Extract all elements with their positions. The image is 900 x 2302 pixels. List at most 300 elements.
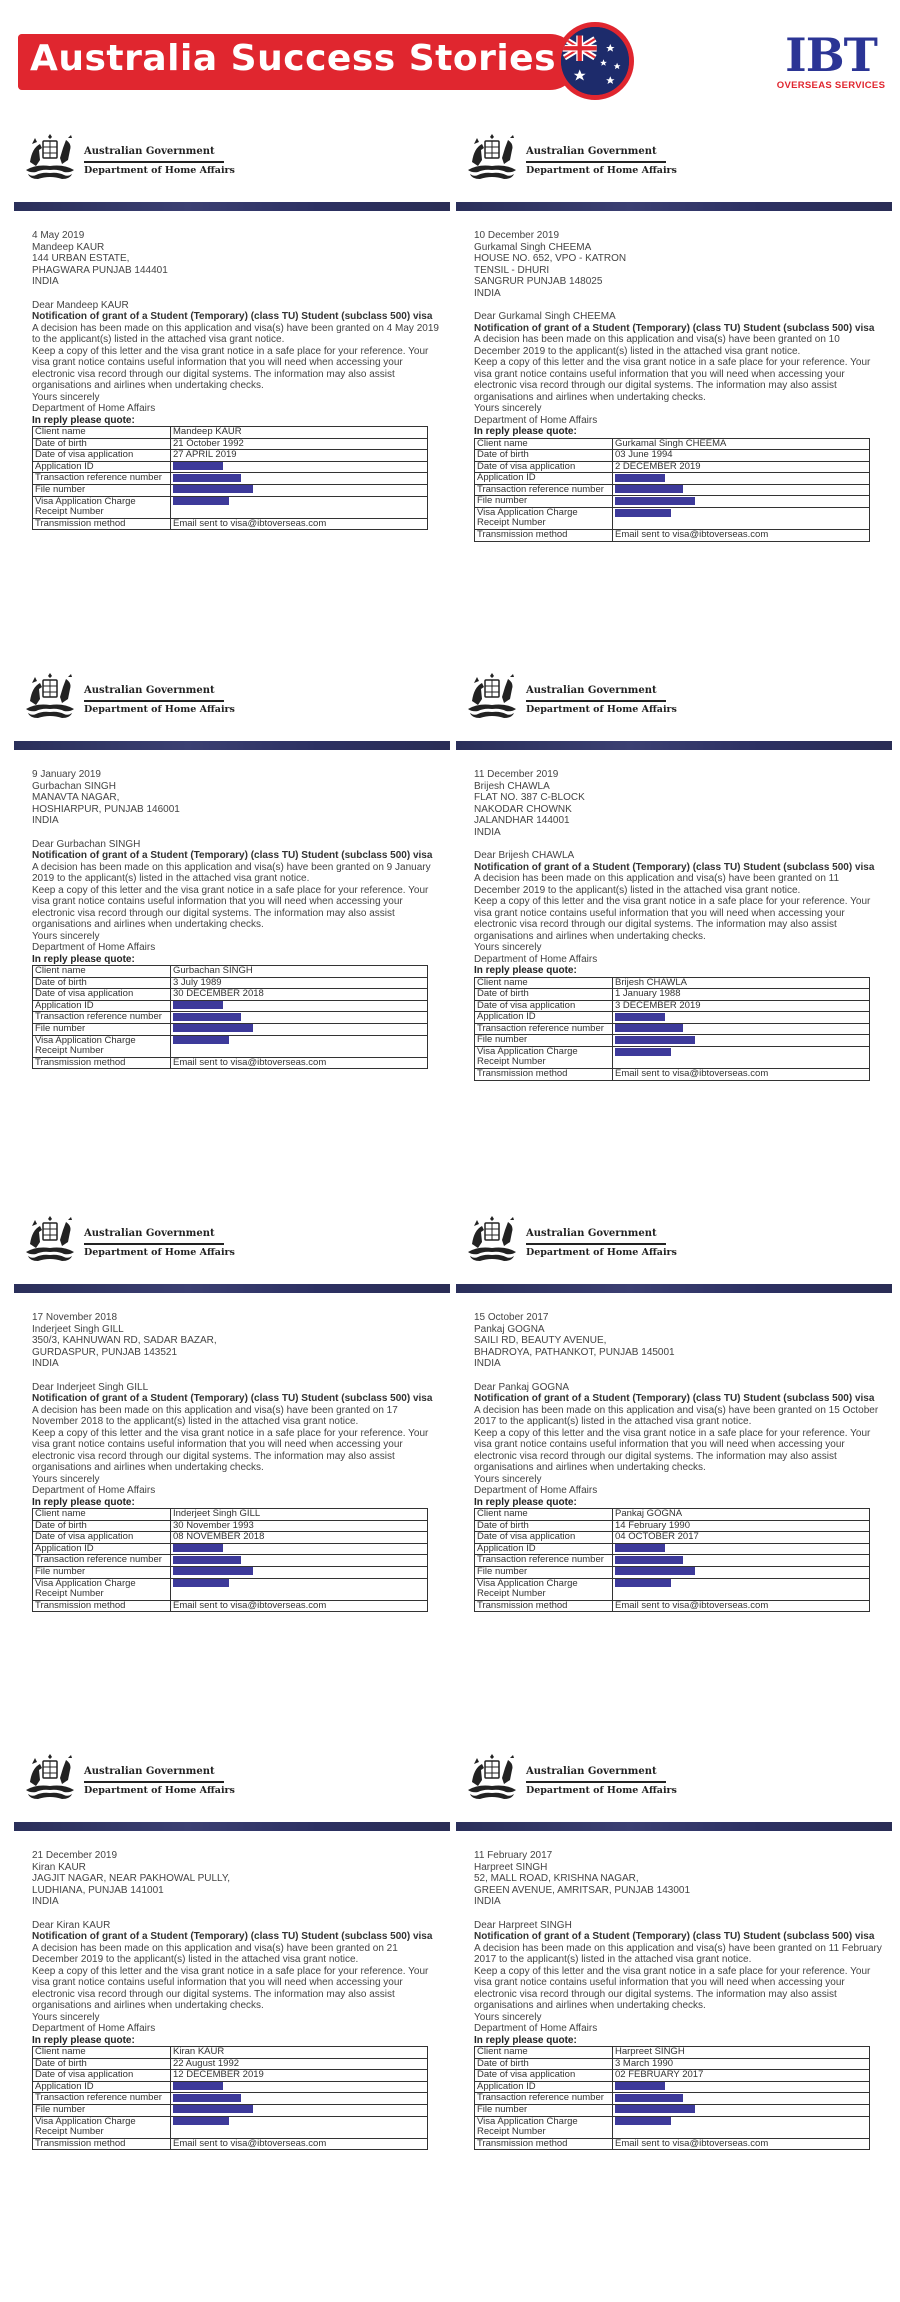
address-line: SANGRUR PUNJAB 148025 [474, 276, 603, 287]
table-label: Date of visa application [475, 1000, 613, 1012]
redaction-bar [173, 2094, 241, 2102]
table-row [33, 450, 428, 462]
address-line: BHADROYA, PATHANKOT, PUNJAB 145001 [474, 1346, 675, 1358]
letterhead-stripe [14, 1822, 450, 1831]
table-row [475, 1047, 870, 1069]
letter-subject: Notification of grant of a Student (Temporary) (class TU) Student (subclass 500) visa [474, 322, 875, 334]
dept-text: Department of Home Affairs [84, 1785, 235, 1796]
dept-text: Department of Home Affairs [84, 1247, 235, 1258]
recipient-address [474, 1862, 884, 1908]
letterhead-stripe [456, 202, 892, 211]
signoff: Department of Home Affairs [474, 1485, 598, 1496]
table-label: Transmission method [475, 1069, 613, 1081]
table-label: File number [33, 1023, 171, 1035]
coat-of-arms-icon [464, 671, 520, 721]
letter-body [32, 769, 442, 1069]
address-line: HOSHIARPUR, PUNJAB 146001 [32, 803, 180, 815]
recipient-address [474, 1324, 884, 1370]
address-line: 350/3, KAHNUWAN RD, SADAR BAZAR, [32, 1335, 217, 1346]
table-label: File number [475, 1566, 613, 1578]
table-row [33, 496, 428, 518]
gov-text: Australian Government [84, 1228, 215, 1239]
table-value: 21 October 1992 [171, 438, 428, 450]
salutation: Dear Kiran KAUR [32, 1919, 111, 1931]
dept-text: Department of Home Affairs [526, 1785, 677, 1796]
table-value: 3 March 1990 [613, 2058, 870, 2070]
table-row [33, 2104, 428, 2116]
coat-of-arms-icon [22, 1214, 78, 1264]
letterhead [464, 132, 764, 192]
table-value: 2 DECEMBER 2019 [613, 461, 870, 473]
table-row [33, 1012, 428, 1024]
letterhead-divider [526, 1781, 666, 1783]
table-label: Transaction reference number [475, 2093, 613, 2105]
letterhead-divider [84, 1781, 224, 1783]
address-line: INDIA [32, 276, 59, 287]
table-label: Date of visa application [475, 2070, 613, 2082]
decision-paragraph: A decision has been made on this application and visa(s) have been granted on 21 December 2019 to the applicant(s) listed in the attached visa grant notice. [32, 1942, 398, 1965]
table-value: 3 July 1989 [171, 977, 428, 989]
letterhead-stripe [14, 741, 450, 750]
table-row [33, 461, 428, 473]
table-label: File number [33, 484, 171, 496]
address-line: INDIA [32, 1896, 59, 1907]
redaction-bar [615, 2105, 695, 2113]
redaction-bar [173, 462, 223, 470]
address-line: INDIA [474, 1896, 501, 1907]
table-value [613, 473, 870, 485]
gov-text: Australian Government [526, 146, 657, 157]
table-row [475, 2070, 870, 2082]
address-line: INDIA [32, 815, 59, 826]
redaction-bar [615, 1556, 683, 1564]
table-label: File number [33, 2104, 171, 2116]
table-row [475, 1023, 870, 1035]
table-label: Date of birth [33, 2058, 171, 2070]
table-label: Transmission method [33, 1057, 171, 1069]
letter-body [474, 769, 884, 1081]
table-value [613, 1035, 870, 1047]
table-row [475, 1012, 870, 1024]
table-label: Transmission method [475, 530, 613, 542]
table-value [613, 1023, 870, 1035]
keep-copy-paragraph: Keep a copy of this letter and the visa grant notice in a safe place for your reference. Your visa grant notice contains useful information that you will need when accessing your electronic visa record through our digital systems. The information may also assist organisations and airlines when undertaking checks. [474, 357, 871, 403]
address-line: Pankaj GOGNA [474, 1323, 545, 1335]
redaction-bar [615, 1036, 695, 1044]
letterhead [464, 1214, 764, 1274]
table-label: Transmission method [33, 1600, 171, 1612]
table-value [171, 1000, 428, 1012]
table-row [33, 1532, 428, 1544]
gov-text: Australian Government [526, 685, 657, 696]
table-value: 22 August 1992 [171, 2058, 428, 2070]
table-label: Date of birth [475, 450, 613, 462]
table-row [475, 2081, 870, 2093]
recipient-address [32, 1862, 442, 1908]
letterhead-divider [526, 161, 666, 163]
keep-copy-paragraph: Keep a copy of this letter and the visa grant notice in a safe place for your reference. Your visa grant notice contains useful information that you will need when accessing your electronic visa record through our digital systems. The information may also assist organisations and airlines when undertaking checks. [32, 345, 429, 391]
redaction-bar [173, 2082, 223, 2090]
visa-grant-letter [14, 665, 450, 1185]
dept-text: Department of Home Affairs [84, 165, 235, 176]
table-label: Application ID [33, 461, 171, 473]
table-label: Date of birth [33, 438, 171, 450]
letter-subject: Notification of grant of a Student (Temporary) (class TU) Student (subclass 500) visa [32, 1393, 433, 1404]
address-line: Gurkamal Singh CHEEMA [474, 241, 592, 253]
table-label: Transmission method [33, 518, 171, 530]
table-row [33, 1520, 428, 1532]
reply-quote-heading: In reply please quote: [32, 2034, 135, 2046]
table-row [33, 518, 428, 530]
keep-copy-paragraph: Keep a copy of this letter and the visa grant notice in a safe place for your reference. Your visa grant notice contains useful information that you will need when accessing your electronic visa record through our digital systems. The information may also assist organisations and airlines when undertaking checks. [32, 884, 429, 930]
table-value [613, 1555, 870, 1567]
reference-table [32, 2046, 428, 2150]
gov-text: Australian Government [84, 685, 215, 696]
table-value [171, 461, 428, 473]
table-row [33, 1578, 428, 1600]
table-row [33, 438, 428, 450]
table-value [613, 496, 870, 508]
reply-quote-heading: In reply please quote: [32, 1496, 135, 1508]
table-row [475, 989, 870, 1001]
redaction-bar [615, 2117, 671, 2125]
table-row [33, 427, 428, 439]
letter-subject: Notification of grant of a Student (Temporary) (class TU) Student (subclass 500) visa [32, 1931, 433, 1942]
table-label: Transaction reference number [33, 473, 171, 485]
table-row [33, 1566, 428, 1578]
decision-paragraph: A decision has been made on this application and visa(s) have been granted on 15 October 2017 to the applicant(s) listed in the attached visa grant notice. [474, 1404, 879, 1427]
logo-main-text: IBT [785, 28, 877, 82]
table-label: Transaction reference number [475, 1023, 613, 1035]
address-line: INDIA [474, 287, 501, 299]
table-value [171, 2081, 428, 2093]
redaction-bar [615, 497, 695, 505]
closing: Yours sincerely [32, 391, 100, 403]
letterhead [22, 1214, 322, 1274]
closing: Yours sincerely [32, 930, 100, 942]
table-row [33, 1035, 428, 1057]
letterhead [22, 132, 322, 192]
signoff: Department of Home Affairs [32, 403, 156, 414]
address-line: NAKODAR CHOWNK [474, 803, 572, 815]
table-row [475, 1069, 870, 1081]
table-row [475, 438, 870, 450]
closing: Yours sincerely [474, 1473, 542, 1485]
table-value [613, 1012, 870, 1024]
letterhead-stripe [14, 202, 450, 211]
table-value: 04 OCTOBER 2017 [613, 1532, 870, 1544]
letter-date: 17 November 2018 [32, 1312, 118, 1323]
letter-date: 11 February 2017 [474, 1850, 553, 1861]
signoff: Department of Home Affairs [32, 2023, 156, 2034]
address-line: GURDASPUR, PUNJAB 143521 [32, 1346, 178, 1358]
coat-of-arms-icon [22, 1752, 78, 1802]
visa-grant-letter [456, 126, 892, 646]
reference-table [32, 1508, 428, 1612]
redaction-bar [615, 1579, 671, 1587]
address-line: INDIA [474, 826, 501, 838]
table-value [171, 1012, 428, 1024]
reference-table [32, 426, 428, 530]
australia-flag-icon [556, 22, 634, 100]
table-label: Client name [475, 438, 613, 450]
table-label: Client name [33, 1509, 171, 1521]
table-row [475, 496, 870, 508]
table-label: Visa Application Charge Receipt Number [33, 2116, 171, 2138]
table-label: Application ID [33, 2081, 171, 2093]
redaction-bar [173, 497, 229, 505]
letter-date: 4 May 2019 [32, 230, 85, 241]
address-line: Kiran KAUR [32, 1861, 86, 1873]
table-value: 27 APRIL 2019 [171, 450, 428, 462]
reply-quote-heading: In reply please quote: [474, 1496, 577, 1508]
table-value [171, 2116, 428, 2138]
table-label: Transmission method [33, 2138, 171, 2150]
table-value: Gurkamal Singh CHEEMA [613, 438, 870, 450]
salutation: Dear Harpreet SINGH [474, 1919, 572, 1931]
redaction-bar [173, 1567, 253, 1575]
letterhead [464, 1752, 764, 1812]
letterhead-divider [84, 700, 224, 702]
table-row [475, 1555, 870, 1567]
redaction-bar [173, 2117, 229, 2125]
table-value: 14 February 1990 [613, 1520, 870, 1532]
gov-text: Australian Government [84, 1766, 215, 1777]
recipient-address [32, 1324, 442, 1370]
signoff: Department of Home Affairs [474, 2023, 598, 2034]
redaction-bar [173, 485, 253, 493]
closing: Yours sincerely [474, 2011, 542, 2023]
salutation: Dear Gurkamal Singh CHEEMA [474, 311, 616, 322]
visa-grant-letter [14, 1746, 450, 2266]
table-label: Application ID [33, 1000, 171, 1012]
table-row [475, 484, 870, 496]
table-label: Date of birth [33, 1520, 171, 1532]
table-value: Email sent to visa@ibtoverseas.com [171, 1600, 428, 1612]
address-line: Brijesh CHAWLA [474, 780, 550, 792]
table-row [475, 461, 870, 473]
table-label: Visa Application Charge Receipt Number [475, 508, 613, 530]
letter-subject: Notification of grant of a Student (Temporary) (class TU) Student (subclass 500) visa [474, 1393, 875, 1404]
letter-subject: Notification of grant of a Student (Temporary) (class TU) Student (subclass 500) visa [32, 311, 433, 322]
table-label: Transaction reference number [33, 1012, 171, 1024]
address-line: HOUSE NO. 652, VPO - KATRON [474, 253, 627, 264]
table-value [613, 508, 870, 530]
table-value [171, 1578, 428, 1600]
redaction-bar [615, 2082, 665, 2090]
letterhead-divider [526, 1243, 666, 1245]
redaction-bar [173, 1013, 241, 1021]
address-line: TENSIL - DHURI [474, 264, 550, 276]
redaction-bar [615, 1013, 665, 1021]
table-label: Transmission method [475, 1600, 613, 1612]
address-line: Gurbachan SINGH [32, 780, 116, 792]
table-value [613, 1566, 870, 1578]
table-row [33, 1543, 428, 1555]
table-label: Client name [33, 427, 171, 439]
table-value [171, 2104, 428, 2116]
table-label: Transmission method [475, 2138, 613, 2150]
table-label: File number [475, 1035, 613, 1047]
table-value: 30 DECEMBER 2018 [171, 989, 428, 1001]
dept-text: Department of Home Affairs [84, 704, 235, 715]
table-row [475, 1000, 870, 1012]
reference-table [474, 1508, 870, 1612]
dept-text: Department of Home Affairs [526, 165, 677, 176]
ibt-logo [776, 28, 886, 94]
closing: Yours sincerely [474, 942, 542, 953]
table-label: Date of birth [475, 989, 613, 1001]
address-line: 144 URBAN ESTATE, [32, 253, 130, 264]
table-row [33, 1600, 428, 1612]
keep-copy-paragraph: Keep a copy of this letter and the visa grant notice in a safe place for your reference. Your visa grant notice contains useful information that you will need when accessing your electronic visa record through our digital systems. The information may also assist organisations and airlines when undertaking checks. [474, 1427, 871, 1473]
visa-grant-letter [456, 1208, 892, 1728]
table-label: Client name [33, 966, 171, 978]
redaction-bar [173, 2105, 253, 2113]
table-value: 3 DECEMBER 2019 [613, 1000, 870, 1012]
table-label: Visa Application Charge Receipt Number [33, 1035, 171, 1057]
letter-body [32, 1850, 442, 2150]
table-label: Visa Application Charge Receipt Number [475, 1047, 613, 1069]
coat-of-arms-icon [464, 132, 520, 182]
letterhead [22, 671, 322, 731]
dept-text: Department of Home Affairs [526, 1247, 677, 1258]
table-label: File number [33, 1566, 171, 1578]
visa-grant-letter [456, 665, 892, 1185]
table-value: 03 June 1994 [613, 450, 870, 462]
address-line: PHAGWARA PUNJAB 144401 [32, 264, 168, 276]
table-value: 30 November 1993 [171, 1520, 428, 1532]
reply-quote-heading: In reply please quote: [32, 953, 135, 965]
letterhead-stripe [14, 1284, 450, 1293]
letterhead-stripe [456, 1822, 892, 1831]
letter-date: 21 December 2019 [32, 1850, 118, 1861]
redaction-bar [173, 474, 241, 482]
address-line: INDIA [474, 1358, 501, 1369]
table-value: Email sent to visa@ibtoverseas.com [613, 2138, 870, 2150]
recipient-address [474, 242, 884, 300]
letterhead-divider [526, 700, 666, 702]
table-value [613, 1543, 870, 1555]
table-value [171, 2093, 428, 2105]
salutation: Dear Brijesh CHAWLA [474, 850, 575, 861]
table-label: Application ID [33, 1543, 171, 1555]
gov-text: Australian Government [526, 1766, 657, 1777]
table-value: Email sent to visa@ibtoverseas.com [171, 1057, 428, 1069]
table-row [475, 2058, 870, 2070]
table-label: Application ID [475, 1012, 613, 1024]
redaction-bar [173, 1001, 223, 1009]
table-value: Email sent to visa@ibtoverseas.com [171, 2138, 428, 2150]
address-line: FLAT NO. 387 C-BLOCK [474, 792, 585, 803]
table-label: Date of visa application [33, 989, 171, 1001]
header-banner [18, 30, 598, 92]
table-row [475, 1566, 870, 1578]
keep-copy-paragraph: Keep a copy of this letter and the visa grant notice in a safe place for your reference. Your visa grant notice contains useful information that you will need when accessing your electronic visa record through our digital systems. The information may also assist organisations and airlines when undertaking checks. [32, 1427, 429, 1473]
redaction-bar [173, 1036, 229, 1044]
reply-quote-heading: In reply please quote: [474, 2034, 577, 2046]
redaction-bar [615, 1024, 683, 1032]
salutation: Dear Mandeep KAUR [32, 299, 129, 311]
table-value [171, 496, 428, 518]
table-row [475, 2104, 870, 2116]
table-row [33, 1000, 428, 1012]
table-row [33, 977, 428, 989]
table-value: Mandeep KAUR [171, 427, 428, 439]
decision-paragraph: A decision has been made on this application and visa(s) have been granted on 9 January 2019 to the applicant(s) listed in the attached visa grant notice. [32, 861, 431, 884]
coat-of-arms-icon [22, 671, 78, 721]
table-value: Email sent to visa@ibtoverseas.com [613, 530, 870, 542]
letterhead-divider [84, 161, 224, 163]
table-label: Date of visa application [475, 1532, 613, 1544]
letter-body [474, 1850, 884, 2150]
decision-paragraph: A decision has been made on this application and visa(s) have been granted on 11 February 2017 to the applicant(s) listed in the attached visa grant notice. [474, 1942, 882, 1965]
dept-text: Department of Home Affairs [526, 704, 677, 715]
logo-sub-text: OVERSEAS SERVICES [776, 80, 886, 91]
letterhead [22, 1752, 322, 1812]
table-value: Pankaj GOGNA [613, 1509, 870, 1521]
table-label: Transaction reference number [33, 1555, 171, 1567]
reference-table [474, 2046, 870, 2150]
reply-quote-heading: In reply please quote: [474, 965, 577, 976]
letterhead-divider [84, 1243, 224, 1245]
redaction-bar [173, 1024, 253, 1032]
table-row [475, 530, 870, 542]
table-value: 1 January 1988 [613, 989, 870, 1001]
table-label: Visa Application Charge Receipt Number [475, 1578, 613, 1600]
address-line: LUDHIANA, PUNJAB 141001 [32, 1884, 164, 1896]
letter-body [32, 1312, 442, 1612]
address-line: 52, MALL ROAD, KRISHNA NAGAR, [474, 1873, 639, 1884]
table-row [475, 1543, 870, 1555]
table-label: Client name [475, 1509, 613, 1521]
decision-paragraph: A decision has been made on this application and visa(s) have been granted on 17 November 2018 to the applicant(s) listed in the attached visa grant notice. [32, 1404, 398, 1427]
signoff: Department of Home Affairs [474, 953, 598, 965]
table-value [613, 1578, 870, 1600]
address-line: INDIA [32, 1358, 59, 1369]
table-value [171, 1555, 428, 1567]
table-label: Visa Application Charge Receipt Number [33, 496, 171, 518]
table-row [475, 473, 870, 485]
signoff: Department of Home Affairs [474, 414, 598, 426]
table-label: File number [475, 496, 613, 508]
address-line: JAGJIT NAGAR, NEAR PAKHOWAL PULLY, [32, 1873, 231, 1884]
table-row [33, 966, 428, 978]
table-row [33, 1057, 428, 1069]
table-label: Date of birth [475, 1520, 613, 1532]
letter-subject: Notification of grant of a Student (Temporary) (class TU) Student (subclass 500) visa [474, 1931, 875, 1942]
table-label: Visa Application Charge Receipt Number [475, 2116, 613, 2138]
table-row [475, 2093, 870, 2105]
reference-table [474, 438, 870, 542]
visa-grant-letter [456, 1746, 892, 2266]
letter-date: 15 October 2017 [474, 1312, 549, 1323]
table-row [33, 1555, 428, 1567]
letter-body [474, 1312, 884, 1612]
table-label: Application ID [475, 1543, 613, 1555]
table-value [171, 473, 428, 485]
closing: Yours sincerely [32, 1473, 100, 1485]
decision-paragraph: A decision has been made on this application and visa(s) have been granted on 4 May 2019 to the applicant(s) listed in the attached visa grant notice. [32, 322, 439, 345]
table-label: Date of visa application [33, 450, 171, 462]
table-value: Email sent to visa@ibtoverseas.com [613, 1069, 870, 1081]
table-row [33, 484, 428, 496]
coat-of-arms-icon [464, 1214, 520, 1264]
signoff: Department of Home Affairs [32, 1485, 156, 1496]
visa-grant-letter [14, 126, 450, 646]
table-label: Visa Application Charge Receipt Number [33, 1578, 171, 1600]
redaction-bar [173, 1544, 223, 1552]
